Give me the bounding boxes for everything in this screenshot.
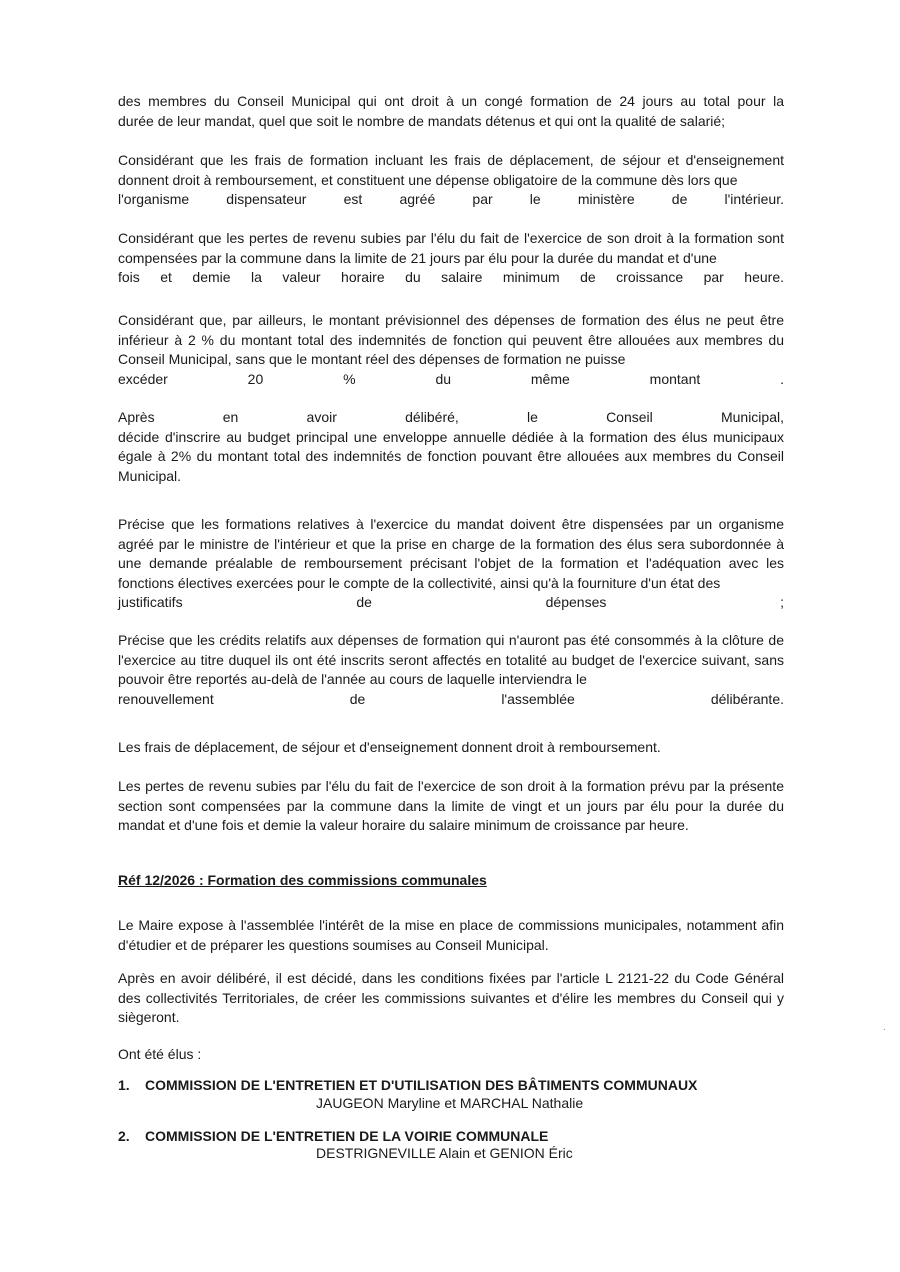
paragraph-maire-expose [118,916,784,955]
paragraph-last-line: excéder 20 % du même montant . [118,370,784,387]
paragraph-conge-formation [118,92,784,131]
paragraph-body: Précise que les formations relatives à l'exercice du mandat doivent être dispensées par un organisme agréé par le ministre de l'intérieur et que la prise en charge de la formation des élus sera subordonnée à une demande préalable de remboursement précisant l'objet de la formation et l'adéquation avec les fonctions électives exercées pour le compte de la collectivité, ainsi qu'à la fourniture d'un état des [118,516,784,591]
commission-number: 1. [118,1077,130,1093]
paragraph-body: Considérant que, par ailleurs, le montant prévisionnel des dépenses de formation des élus ne peut être inférieur à 2 % du montant total des indemnités de fonction qui peuvent être allouées aux membres du Conseil Municipal, sans que le montant réel des dépenses de formation ne puisse [118,312,784,367]
paragraph-montant-previsionnel [118,311,784,389]
paragraph-body: Les frais de déplacement, de séjour et d'enseignement donnent droit à remboursement. [118,739,661,755]
paragraph-pertes-revenu [118,229,784,288]
paragraph-frais-formation [118,151,784,210]
commission-name: COMMISSION DE L'ENTRETIEN ET D'UTILISATION DES BÂTIMENTS COMMUNAUX [145,1077,698,1093]
text-line: durée de leur mandat, quel que soit le nombre de mandats détenus et qui ont la qualité de salarié; [118,112,726,129]
section-title [118,871,784,891]
paragraph-last-line: fois et demie la valeur horaire du salaire minimum de croissance par heure. [118,269,784,285]
commission-name: COMMISSION DE L'ENTRETIEN DE LA VOIRIE COMMUNALE [145,1128,549,1144]
paragraph-body: Considérant que les pertes de revenu subies par l'élu du fait de l'exercice de son droit à la formation sont compensées par la commune dans la limite de 21 jours par élu pour la durée du mandat et d'une [118,230,784,266]
section-heading: Réf 12/2026 : Formation des commissions communales [118,872,487,888]
paragraph-body: Précise que les crédits relatifs aux dépenses de formation qui n'auront pas été consommés à la clôture de l'exercice au titre duquel ils ont été inscrits seront affectés en totalité au budget de l'exercice suivant, sans pouvoir être reportés au-delà de l'année au cours de laquelle interviendra le [118,632,784,687]
paragraph-last-line: l'organisme dispensateur est agréé par le ministère de l'intérieur. [118,191,784,207]
paragraph-body: Considérant que les frais de formation incluant les frais de déplacement, de séjour et d'enseignement donnent droit à remboursement, et constituent une dépense obligatoire de la commune dès lors que [118,152,784,188]
elected-label [118,1045,784,1065]
paragraph-body: décide d'inscrire au budget principal une enveloppe annuelle dédiée à la formation des élus municipaux égale à 2% du montant total des indemnités de fonction pouvant être allouées aux membres du Conseil Municipal. [118,428,784,484]
paragraph-deliberation [118,408,784,486]
paragraph-precise-credits [118,631,784,709]
paragraph-last-line: justificatifs de dépenses ; [118,594,784,610]
commission-members: JAUGEON Maryline et MARCHAL Nathalie [316,1095,584,1111]
paragraph-first-line: Après en avoir délibéré, le Conseil Municipal, [118,409,784,425]
paragraph-body: Le Maire expose à l'assemblée l'intérêt de la mise en place de commissions municipales, notamment afin d'étudier et de préparer les questions soumises au Conseil Municipal. [118,917,784,953]
commission-title [118,1076,818,1096]
paragraph-body: Après en avoir délibéré, il est décidé, dans les conditions fixées par l'article L 2121-22 du Code Général des collectivités Territoriales, de créer les commissions suivantes et d'élire les membres du Conseil qui y siègeront. [118,970,784,1025]
paragraph-body: Ont été élus : [118,1046,202,1062]
commission-members: DESTRIGNEVILLE Alain et GENION Éric [316,1145,573,1161]
text-line: des membres du Conseil Municipal qui ont droit à un congé formation de 24 jours au total pour la [118,93,784,109]
paragraph-decision [118,969,784,1028]
paragraph-frais-remboursement [118,738,784,758]
commission-number: 2. [118,1128,130,1144]
paragraph-body: Les pertes de revenu subies par l'élu du fait de l'exercice de son droit à la formation prévu par la présente section sont compensées par la commune dans la limite de vingt et un jours par élu pour la durée du mandat et d'une fois et demie la valeur horaire du salaire minimum de croissance par heure. [118,778,784,833]
paragraph-pertes-compensees [118,777,784,836]
paragraph-precise-formations [118,515,784,613]
stray-mark: . [883,1022,886,1033]
paragraph-last-line: renouvellement de l'assemblée délibérante. [118,690,784,707]
